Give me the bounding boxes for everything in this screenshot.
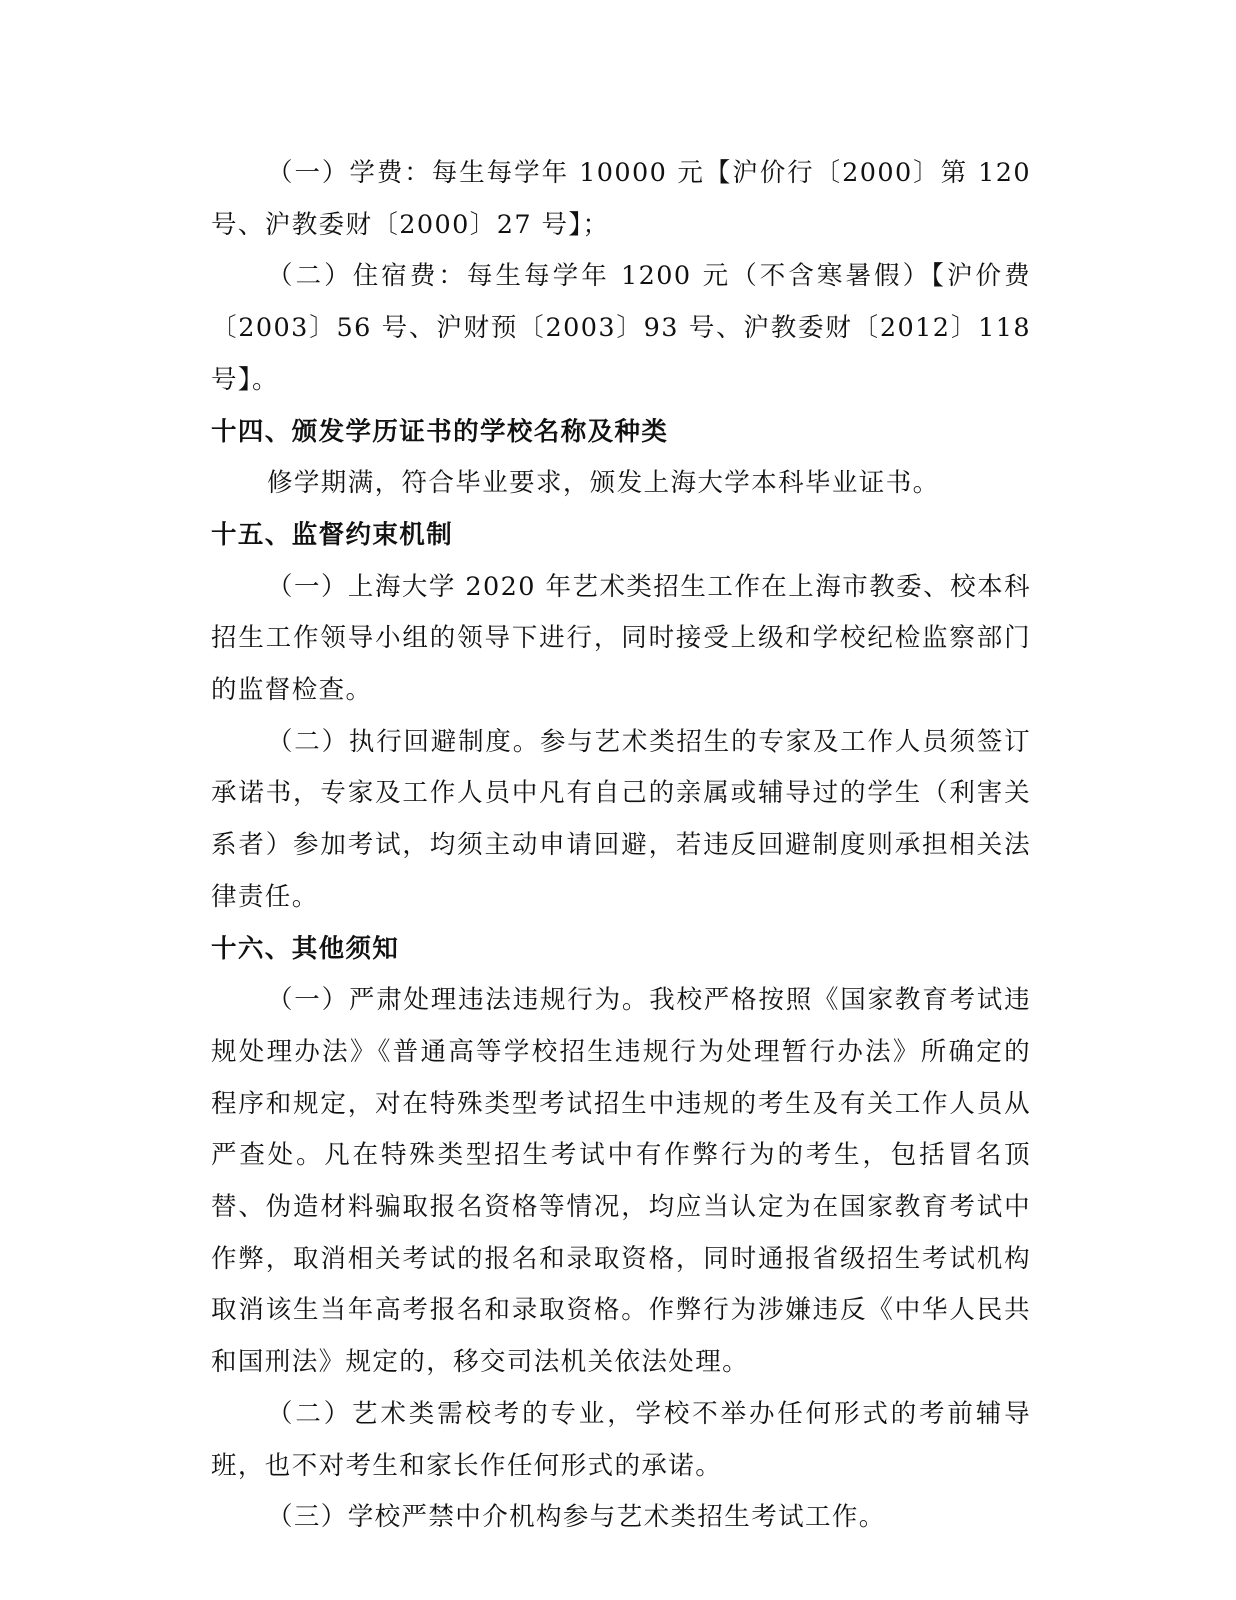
section-heading-16: 十六、其他须知 [211,933,400,964]
notice-paragraph-2: （二）艺术类需校考的专业，学校不举办任何形式的考前辅导班，也不对考生和家长作任何形式的承诺。 [211,1398,1031,1481]
section-heading-14: 十四、颁发学历证书的学校名称及种类 [211,416,669,447]
fee-accommodation-paragraph: （二）住宿费：每生每学年 1200 元（不含寒暑假）【沪价费〔2003〕56 号、沪财预〔2003〕93 号、沪教委财〔2012〕118 号】。 [211,261,1031,395]
supervision-paragraph-2: （二）执行回避制度。参与艺术类招生的专家及工作人员须签订承诺书，专家及工作人员中凡有自己的亲属或辅导过的学生（利害关系者）参加考试，均须主动申请回避，若违反回避制度则承担相关法律责任。 [211,726,1031,912]
notice-paragraph-3: （三）学校严禁中介机构参与艺术类招生考试工作。 [267,1502,886,1533]
document-body [211,148,1031,1544]
section-heading-15: 十五、监督约束机制 [211,519,454,550]
certificate-paragraph: 修学期满，符合毕业要求，颁发上海大学本科毕业证书。 [267,468,940,499]
notice-paragraph-1: （一）严肃处理违法违规行为。我校严格按照《国家教育考试违规处理办法》《普通高等学校招生违规行为处理暂行办法》所确定的程序和规定，对在特殊类型考试招生中违规的考生及有关工作人员从严查处。凡在特殊类型招生考试中有作弊行为的考生，包括冒名顶替、伪造材料骗取报名资格等情况，均应当认定为在国家教育考试中作弊，取消相关考试的报名和录取资格，同时通报省级招生考试机构取消该生当年高考报名和录取资格。作弊行为涉嫌违反《中华人民共和国刑法》规定的，移交司法机关依法处理。 [211,985,1031,1378]
supervision-paragraph-1: （一）上海大学 2020 年艺术类招生工作在上海市教委、校本科招生工作领导小组的领导下进行，同时接受上级和学校纪检监察部门的监督检查。 [211,571,1031,706]
fee-tuition-paragraph: （一）学费：每生每学年 10000 元【沪价行〔2000〕第 120 号、沪教委财〔2000〕27 号】； [211,158,1031,240]
